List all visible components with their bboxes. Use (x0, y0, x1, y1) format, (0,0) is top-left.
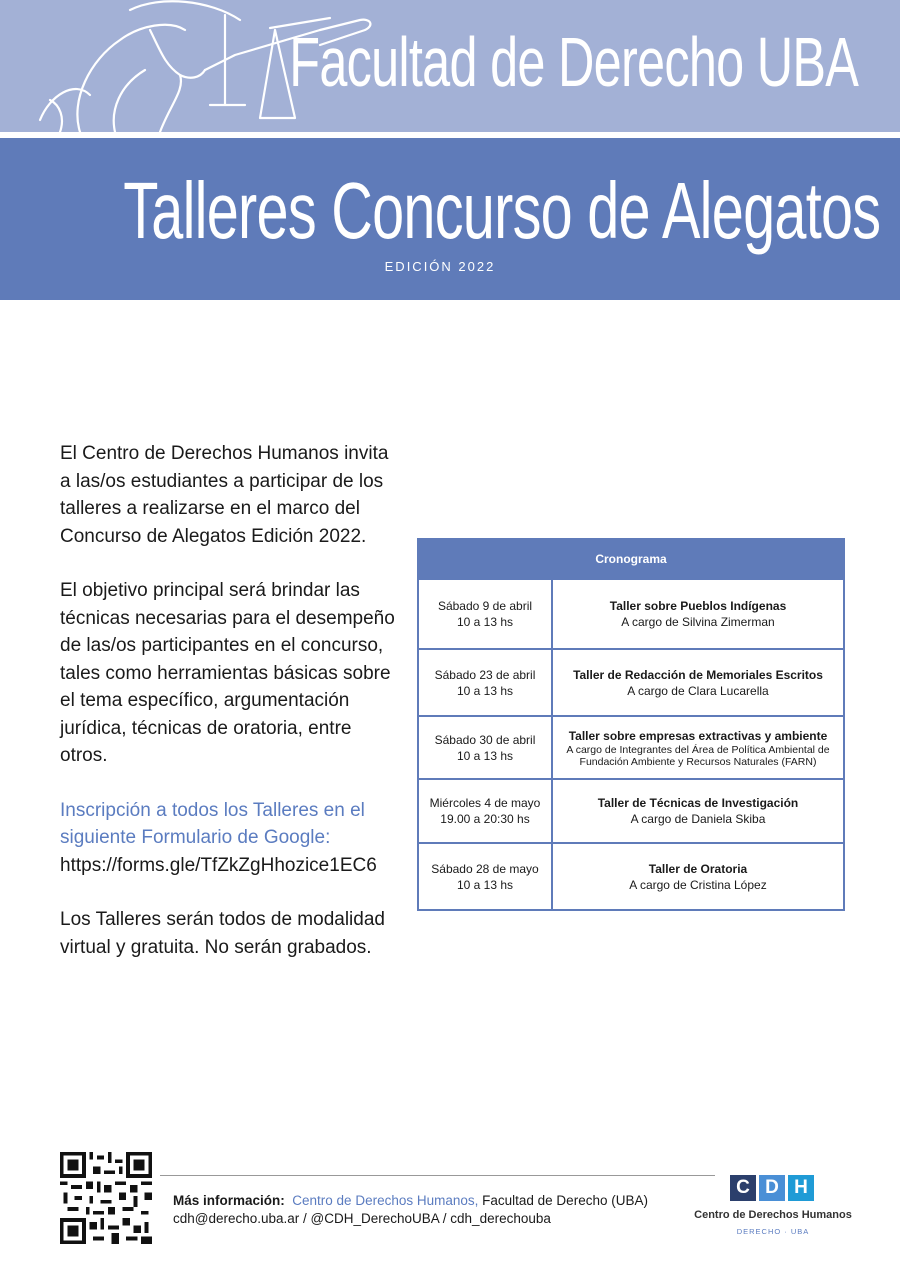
session-time: 10 a 13 hs (456, 748, 514, 763)
registration-lead: Inscripción a todos los Talleres en el siguiente Formulario de Google: (60, 799, 365, 848)
table-row (418, 716, 844, 779)
workshop-title: Taller de Oratoria (648, 861, 748, 876)
logo-letter-c: C (730, 1175, 756, 1201)
faculty-text: Facultad de Derecho (UBA) (482, 1193, 648, 1208)
workshop-speaker: A cargo de Integrantes del Área de Política Ambiental de Fundación Ambiente y Recursos Naturales (FARN) (566, 743, 830, 768)
intro-paragraph-2: El objetivo principal será brindar las técnicas necesarias para el desempeño de las/os participantes en el concurso, tales como herramientas básicas sobre el tema específico, argumentación jurídica, técnicas de oratoria, entre otros. (60, 580, 395, 766)
workshop-speaker: A cargo de Cristina López (629, 877, 767, 892)
page-title: Talleres Concurso de Alegatos (123, 166, 881, 255)
footer-divider (160, 1175, 715, 1176)
logo-letter-h: H (788, 1175, 814, 1201)
session-time: 10 a 13 hs (456, 877, 514, 892)
logo-letter-d: D (759, 1175, 785, 1201)
center-link[interactable]: Centro de Derechos Humanos, (292, 1193, 479, 1208)
session-time: 10 a 13 hs (456, 683, 514, 698)
qr-code-icon[interactable] (60, 1152, 152, 1244)
workshop-speaker: A cargo de Silvina Zimerman (621, 615, 775, 629)
session-day: Sábado 28 de mayo (431, 861, 539, 876)
logo-name: Centro de Derechos Humanos (694, 1209, 852, 1221)
workshop-title: Taller de Redacción de Memoriales Escritos (573, 667, 823, 682)
edition-label: EDICIÓN 2022 (384, 259, 496, 274)
session-time: 10 a 13 hs (456, 615, 514, 629)
footer-info (173, 1192, 648, 1228)
session-day: Sábado 23 de abril (434, 667, 536, 682)
schedule-table (417, 538, 845, 911)
cdh-logo (683, 1175, 863, 1245)
title-band (0, 138, 900, 300)
registration-paragraph (60, 797, 400, 880)
faculty-name: Facultad de Derecho UBA (289, 23, 858, 101)
workshop-title: Taller sobre Pueblos Indígenas (609, 599, 787, 613)
table-row (418, 579, 844, 649)
session-day: Miércoles 4 de mayo (429, 796, 541, 810)
workshop-speaker: A cargo de Daniela Skiba (630, 812, 766, 826)
registration-url[interactable]: https://forms.gle/TfZkZgHhozice1EC6 (60, 854, 377, 876)
table-row (418, 843, 844, 910)
schedule-header: Cronograma (418, 539, 844, 579)
logo-subtitle: DERECHO · UBA (736, 1227, 810, 1236)
more-info-label: Más información: (173, 1193, 285, 1208)
intro-text (60, 440, 400, 988)
workshop-speaker: A cargo de Clara Lucarella (627, 683, 769, 698)
workshop-title: Taller de Técnicas de Investigación (597, 796, 799, 810)
session-day: Sábado 30 de abril (434, 732, 536, 747)
intro-paragraph-4: Los Talleres serán todos de modalidad virtual y gratuita. No serán grabados. (60, 909, 385, 958)
session-day: Sábado 9 de abril (437, 599, 533, 613)
header-band (0, 0, 900, 132)
table-row (418, 649, 844, 716)
intro-paragraph-1: El Centro de Derechos Humanos invita a las/os estudiantes a participar de los talleres a realizarse en el marco del Concurso de Alegatos Edición 2022. (60, 443, 389, 547)
contacts-text[interactable]: cdh@derecho.uba.ar / @CDH_DerechoUBA / cdh_derechouba (173, 1211, 551, 1226)
workshop-title: Taller sobre empresas extractivas y ambiente (568, 728, 828, 743)
table-row (418, 779, 844, 843)
session-time: 19.00 a 20:30 hs (440, 812, 530, 826)
